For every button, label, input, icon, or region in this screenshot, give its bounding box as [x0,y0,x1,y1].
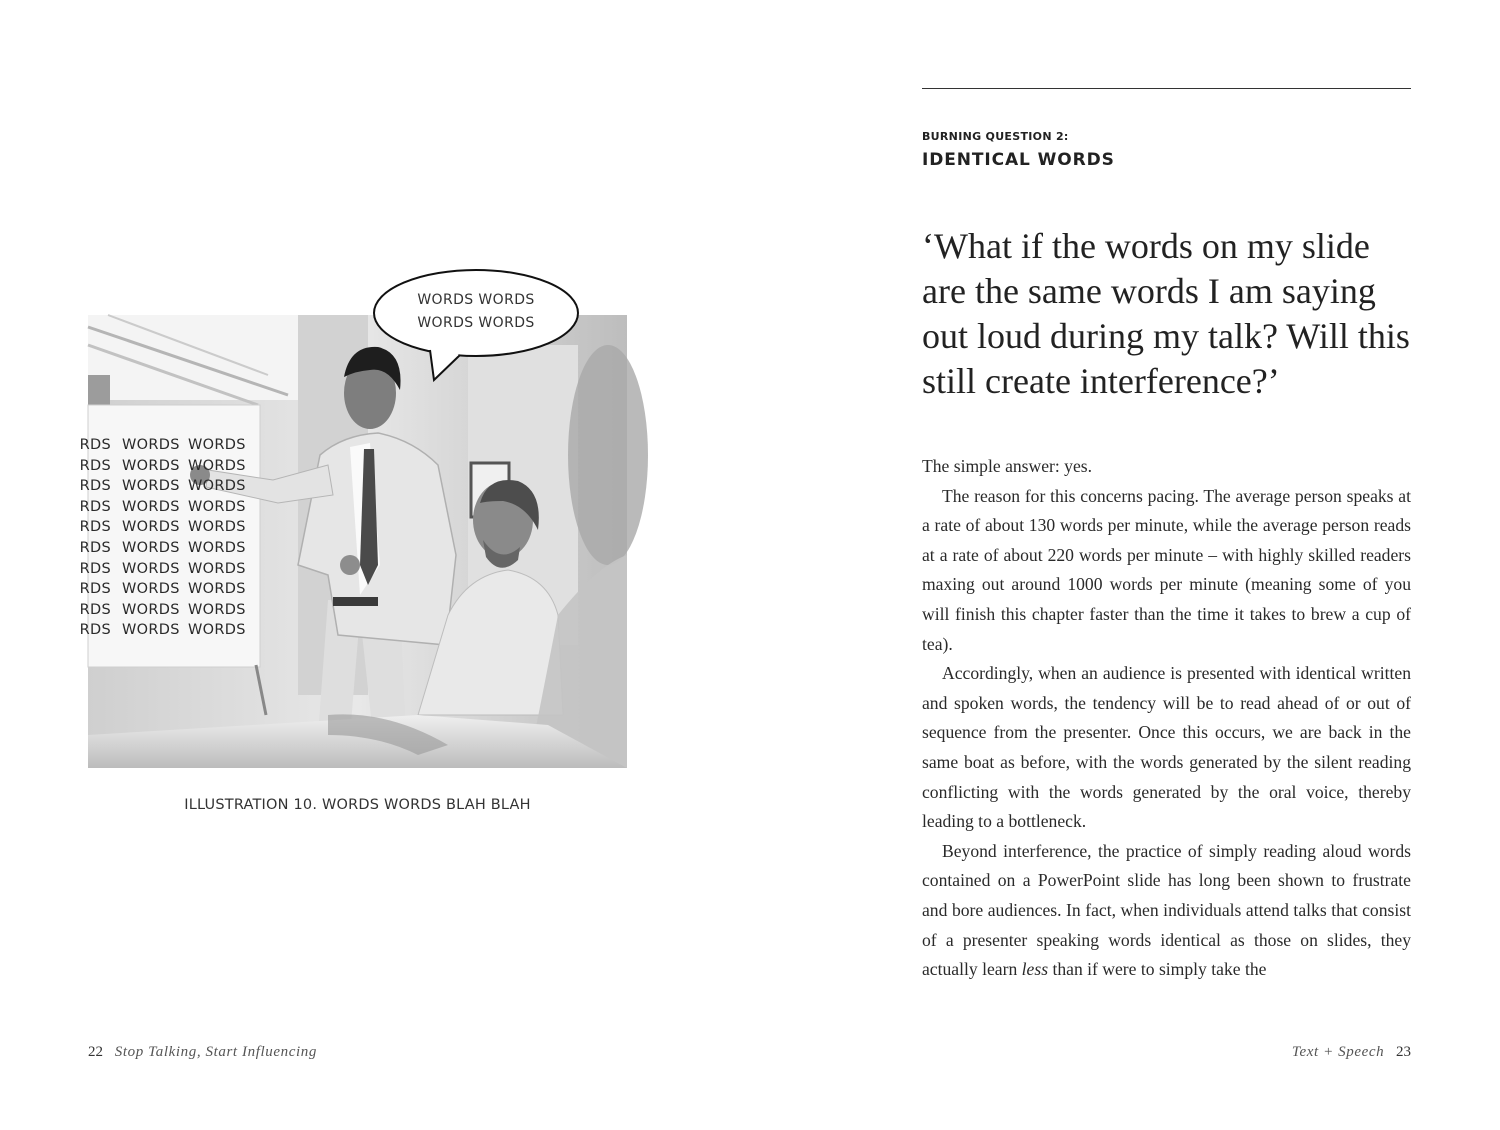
flipchart-word: WORDS [122,560,180,577]
flipchart-word: WORDS [188,519,246,536]
paragraph-3: Accordingly, when an audience is presented with identical written and spoken words, the tendency will be to read ahead of or out of sequence from the presenter. Once this occurs, we are back in the same boat as before, with the words generated by the silent reading conflicting with the words generated by the oral voice, thereby leading to a bottleneck. [922,663,1411,832]
flipchart-row [79,600,263,621]
flipchart-words [79,435,263,641]
flipchart-word: WORDS [188,498,246,515]
right-page-footer [1292,1044,1411,1061]
flipchart-word: RDS [79,601,111,618]
chapter-running-head: Text + Speech [1291,1044,1385,1060]
flipchart-row [79,476,263,497]
flipchart-word: RDS [79,519,111,536]
section-kicker: BURNING QUESTION 2: [922,130,1069,143]
flipchart-word: WORDS [122,539,180,556]
speech-bubble [372,268,580,372]
flipchart-word: WORDS [122,601,180,618]
flipchart-row [79,435,263,456]
flipchart-row [79,559,263,580]
flipchart-word: WORDS [122,622,180,639]
flipchart-word: WORDS [188,622,246,639]
paragraph-4-start: Beyond interference, the practice of simply reading aloud words contained on a PowerPoint slide has long been shown to frustrate and bore audiences. In fact, when individuals attend talks that consist of a presenter speaking words identical as those on slides, they actually learn [922,840,1411,980]
paragraph-1: The simple answer: yes. [922,456,1093,476]
flipchart-row [79,456,263,477]
flipchart-word: WORDS [188,478,246,495]
right-page [750,0,1500,1130]
flipchart-word: WORDS [188,457,246,474]
flipchart-word: WORDS [188,601,246,618]
page-number-left: 22 [88,1044,103,1060]
flipchart-row [79,579,263,600]
flipchart-word: WORDS [188,560,246,577]
flipchart-word: RDS [79,498,111,515]
flipchart-word: WORDS [122,581,180,598]
paragraph-4 [922,837,1411,985]
flipchart-row [79,538,263,559]
flipchart-word: RDS [79,581,111,598]
top-rule-divider [922,88,1411,89]
paragraph-2: The reason for this concerns pacing. The average person speaks at a rate of about 130 words per minute, while the average person reads at a rate of about 220 words per minute – with highly skilled readers maxing out around 1000 words per minute (meaning some of you will finish this chapter faster than the time it takes to brew a cup of tea). [922,485,1411,654]
flipchart-word: RDS [79,478,111,495]
page-number-right: 23 [1396,1044,1411,1060]
flipchart-row [79,517,263,538]
flipchart-word: RDS [79,622,111,639]
speech-bubble-line-1: WORDS WORDS [417,292,535,308]
flipchart-row [79,620,263,641]
flipchart-word: WORDS [122,498,180,515]
emphasis-less: less [1021,959,1049,980]
flipchart-word: WORDS [122,519,180,536]
flipchart-word: WORDS [122,478,180,495]
paragraph-4-end: than if were to simply take the [1048,959,1267,980]
flipchart-row [79,497,263,518]
flipchart-word: RDS [79,457,111,474]
book-title-running-head: Stop Talking, Start Influencing [114,1044,317,1060]
flipchart-word: WORDS [188,437,246,453]
speech-bubble-line-2: WORDS WORDS [417,315,535,331]
flipchart-word: WORDS [122,437,180,453]
body-text [922,452,1411,985]
flipchart-word: WORDS [188,581,246,598]
flipchart-word: RDS [79,560,111,577]
flipchart-word: RDS [79,437,111,453]
left-page-footer [88,1044,317,1061]
flipchart-word: WORDS [122,457,180,474]
pull-quote: ‘What if the words on my slide are the same words I am saying out loud during my talk? Will this still create interference?’ [922,226,1410,401]
flipchart-word: RDS [79,539,111,556]
flipchart-word: WORDS [188,539,246,556]
illustration-caption: ILLUSTRATION 10. WORDS WORDS BLAH BLAH [184,797,531,813]
section-heading: IDENTICAL WORDS [922,150,1115,170]
